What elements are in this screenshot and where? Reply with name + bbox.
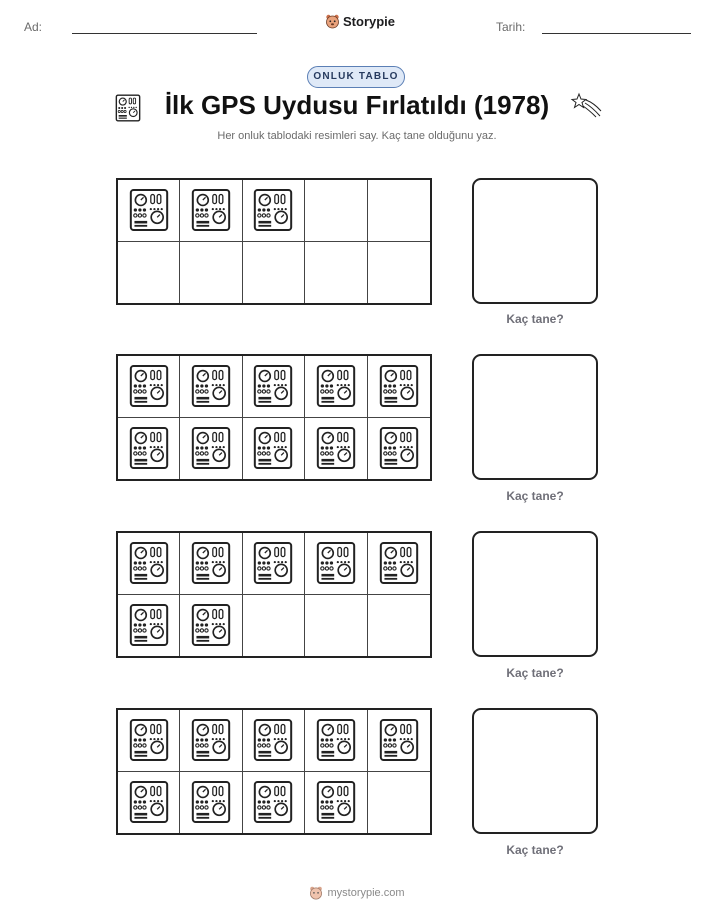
ten-frame — [116, 708, 432, 835]
control-panel-icon — [191, 188, 231, 232]
ten-frame-cell — [305, 533, 367, 595]
date-line — [542, 33, 691, 34]
answer-box[interactable] — [472, 708, 598, 834]
control-panel-icon — [379, 718, 419, 762]
count-prompt: Kaç tane? — [506, 489, 564, 503]
control-panel-icon — [316, 364, 356, 408]
control-panel-icon — [129, 426, 169, 470]
date-label: Tarih: — [496, 20, 526, 34]
control-panel-icon — [379, 364, 419, 408]
control-panel-icon — [129, 780, 169, 824]
control-panel-icon — [379, 541, 419, 585]
ten-frame-cell — [305, 772, 367, 834]
ten-frame-cell — [305, 418, 367, 480]
ten-frame-cell — [243, 180, 305, 242]
ten-frame-cell — [243, 710, 305, 772]
control-panel-icon — [253, 188, 293, 232]
ten-frame-cell — [305, 242, 367, 304]
ten-frame — [116, 178, 432, 305]
control-panel-icon — [114, 94, 142, 122]
ten-frame-cell — [118, 356, 180, 418]
ten-frame-cell — [368, 356, 430, 418]
control-panel-icon — [191, 718, 231, 762]
control-panel-icon — [129, 364, 169, 408]
ten-frame-cell — [180, 180, 242, 242]
ten-frame-cell — [118, 772, 180, 834]
control-panel-icon — [253, 541, 293, 585]
control-panel-icon — [191, 426, 231, 470]
control-panel-icon — [316, 541, 356, 585]
ten-frame-cell — [180, 418, 242, 480]
ten-frame-cell — [243, 356, 305, 418]
shooting-star-icon — [570, 92, 602, 118]
ten-frame-cell — [243, 595, 305, 657]
control-panel-icon — [129, 718, 169, 762]
ten-frame-cell — [118, 710, 180, 772]
brand-name: Storypie — [343, 14, 396, 29]
control-panel-icon — [316, 780, 356, 824]
count-prompt: Kaç tane? — [506, 312, 564, 326]
control-panel-icon — [191, 364, 231, 408]
ten-frame-cell — [243, 242, 305, 304]
control-panel-icon — [253, 780, 293, 824]
control-panel-icon — [253, 426, 293, 470]
page-title: İlk GPS Uydusu Fırlatıldı (1978) — [164, 90, 550, 120]
count-prompt: Kaç tane? — [506, 666, 564, 680]
storypie-mascot-icon — [325, 13, 340, 30]
ten-frame — [116, 531, 432, 658]
control-panel-icon — [129, 603, 169, 647]
ten-frame-cell — [305, 595, 367, 657]
control-panel-icon — [316, 426, 356, 470]
ten-frame-cell — [118, 533, 180, 595]
category-badge: ONLUK TABLO — [307, 66, 405, 88]
ten-frame-cell — [118, 595, 180, 657]
control-panel-icon — [253, 364, 293, 408]
ten-frame-cell — [243, 418, 305, 480]
control-panel-icon — [191, 603, 231, 647]
storypie-mascot-icon — [309, 885, 323, 901]
ten-frame-cell — [180, 356, 242, 418]
ten-frame-cell — [368, 418, 430, 480]
control-panel-icon — [129, 188, 169, 232]
control-panel-icon — [379, 426, 419, 470]
ten-frame-cell — [305, 356, 367, 418]
ten-frame-cell — [180, 595, 242, 657]
ten-frame-cell — [180, 242, 242, 304]
ten-frame-cell — [180, 533, 242, 595]
ten-frame-cell — [368, 595, 430, 657]
ten-frame-cell — [368, 180, 430, 242]
control-panel-icon — [129, 541, 169, 585]
ten-frame-cell — [368, 242, 430, 304]
ten-frame-cell — [368, 710, 430, 772]
answer-box[interactable] — [472, 354, 598, 480]
footer-url: mystorypie.com — [327, 887, 405, 899]
ten-frame-cell — [180, 772, 242, 834]
ten-frame — [116, 354, 432, 481]
answer-box[interactable] — [472, 178, 598, 304]
name-line — [72, 33, 257, 34]
ten-frame-cell — [118, 180, 180, 242]
ten-frame-cell — [118, 418, 180, 480]
ten-frame-cell — [368, 772, 430, 834]
instructions: Her onluk tablodaki resimleri say. Kaç tane olduğunu yaz. — [217, 130, 497, 142]
ten-frame-cell — [243, 533, 305, 595]
ten-frame-cell — [118, 242, 180, 304]
name-label: Ad: — [24, 20, 43, 34]
control-panel-icon — [316, 718, 356, 762]
control-panel-icon — [253, 718, 293, 762]
brand-logo — [325, 13, 395, 30]
answer-box[interactable] — [472, 531, 598, 657]
ten-frame-cell — [243, 772, 305, 834]
footer — [0, 885, 714, 901]
ten-frame-cell — [305, 710, 367, 772]
count-prompt: Kaç tane? — [506, 843, 564, 857]
ten-frame-cell — [368, 533, 430, 595]
control-panel-icon — [191, 780, 231, 824]
ten-frame-cell — [305, 180, 367, 242]
control-panel-icon — [191, 541, 231, 585]
ten-frame-cell — [180, 710, 242, 772]
